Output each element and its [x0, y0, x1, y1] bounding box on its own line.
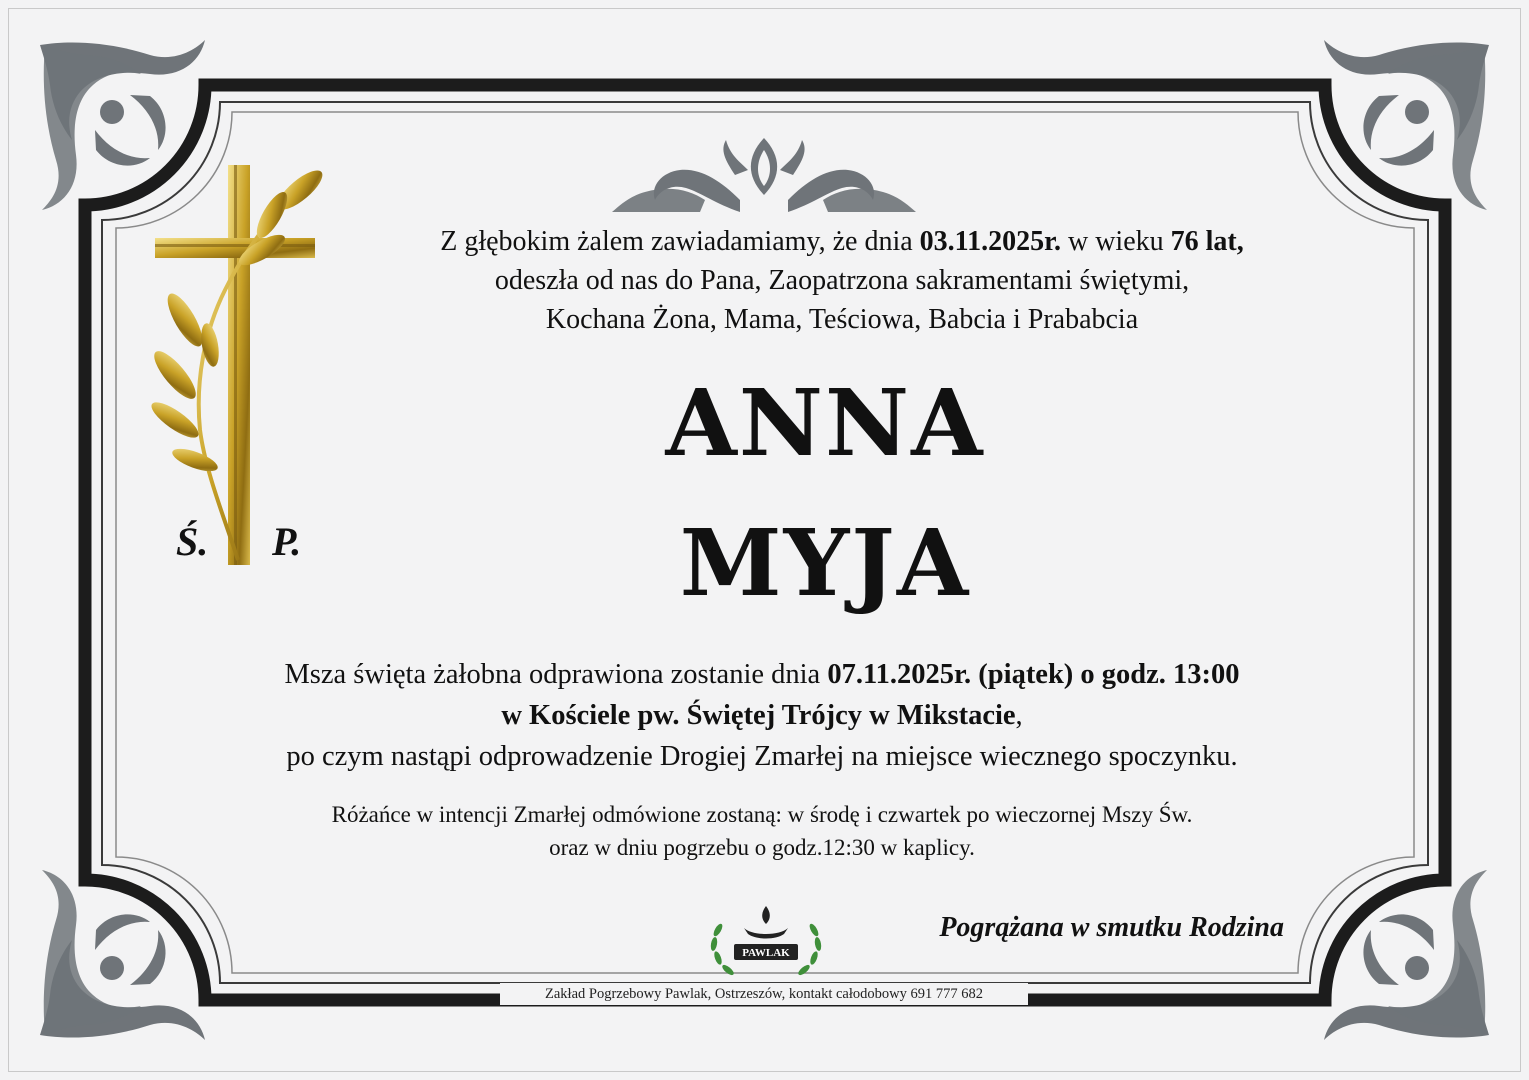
- family-signature: Pogrążana w smutku Rodzina: [939, 912, 1284, 943]
- intro-line-2: odeszła od nas do Pana, Zaopatrzona sakramentami świętymi,: [494, 265, 1190, 296]
- mass-info: [230, 654, 1294, 777]
- age: 76 lat,: [1170, 226, 1244, 257]
- top-center-ornament: [612, 138, 916, 212]
- deceased-first-name: ANNA: [665, 369, 985, 477]
- deceased-last-name: MYJA: [679, 509, 971, 617]
- church-name: w Kościele pw. Świętej Trójcy w Mikstacie: [501, 700, 1016, 731]
- mass-line-1: Msza święta żałobna odprawiona zostanie dnia 07.11.2025r. (piątek) o godz. 13:00: [284, 659, 1240, 690]
- rosary-line-2: oraz w dniu pogrzebu o godz.12:30 w kaplicy.: [549, 835, 975, 860]
- pawlak-logo: [704, 900, 828, 984]
- rosary-line-1: Różańce w intencji Zmarłej odmówione zostaną: w środę i czwartek po wieczornej Mszy Św.: [331, 802, 1193, 827]
- mass-datetime: 07.11.2025r. (piątek) o godz. 13:00: [827, 659, 1240, 690]
- mass-line-3: po czym nastąpi odprowadzenie Drogiej Zmarłej na miejsce wiecznego spoczynku.: [286, 741, 1238, 772]
- intro-text: [310, 222, 1374, 339]
- mass-line-2: w Kościele pw. Świętej Trójcy w Mikstacie,: [501, 700, 1023, 731]
- svg-text:PAWLAK: PAWLAK: [742, 947, 790, 959]
- rosary-info: [230, 798, 1294, 864]
- sp-letter-left: Ś.: [176, 519, 209, 564]
- intro-line-3: Kochana Żona, Mama, Teściowa, Babcia i Prababcia: [545, 304, 1139, 335]
- funeral-home-footer: Zakład Pogrzebowy Pawlak, Ostrzeszów, kontakt całodobowy 691 777 682: [500, 983, 1028, 1005]
- corner-ornament-top-left: [40, 40, 205, 210]
- death-date: 03.11.2025r.: [919, 226, 1061, 257]
- sp-letter-right: P.: [272, 519, 302, 564]
- corner-ornament-top-right: [1324, 40, 1489, 210]
- intro-line-1: Z głębokim żalem zawiadamiamy, że dnia 03.11.2025r. w wieku 76 lat,: [440, 226, 1244, 257]
